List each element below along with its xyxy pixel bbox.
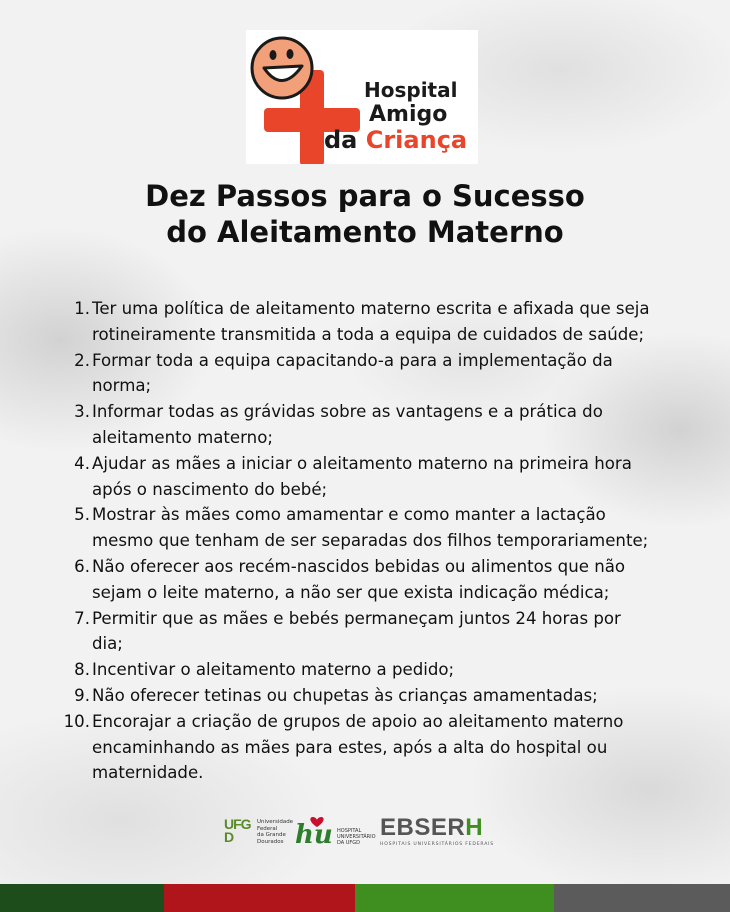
ufgd-text-line: Dourados <box>257 838 284 845</box>
logo-word-da: da <box>324 126 358 154</box>
ufgd-text-line: Federal <box>257 825 278 832</box>
step-item <box>60 657 700 683</box>
step-text-line: Ajudar as mães a iniciar o aleitamento materno na primeira hora <box>92 453 632 473</box>
logo-line-hospital: Hospital <box>364 78 458 102</box>
ebserh-subtitle: HOSPITAIS UNIVERSITÁRIOS FEDERAIS <box>380 842 495 847</box>
step-text-line: dia; <box>92 634 123 654</box>
ufgd-logo <box>224 818 292 852</box>
ufgd-text-line: da Grande <box>257 832 286 838</box>
steps-list <box>60 296 700 786</box>
step-number: 7. <box>74 608 90 628</box>
logo-line-da-crianca <box>324 128 467 152</box>
ufgd-text <box>257 819 293 845</box>
hu-text-line: UNIVERSITÁRIO <box>337 834 376 840</box>
step-text-line: rotineiramente transmitida a toda a equipa de cuidados de saúde; <box>92 324 645 344</box>
step-text-line: Mostrar às mães como amamentar e como manter a lactação <box>92 505 606 525</box>
step-item <box>60 502 700 554</box>
step-text-line: após o nascimento do bebé; <box>92 479 328 499</box>
ebserh-text-b: H <box>465 814 484 841</box>
hu-text-line: HOSPITAL <box>337 828 362 834</box>
title-line-1: Dez Passos para o Sucesso <box>145 179 585 213</box>
step-item <box>60 296 700 348</box>
step-text-line: encaminhando as mães para estes, após a alta do hospital ou <box>92 737 608 757</box>
step-number: 1. <box>74 299 90 318</box>
logo-line-amigo: Amigo <box>369 102 448 127</box>
step-item <box>60 399 700 451</box>
page-title <box>0 178 730 250</box>
hu-mark: hu <box>295 820 333 850</box>
ebserh-logo <box>380 816 494 848</box>
step-number: 2. <box>74 350 90 370</box>
step-item <box>60 709 700 786</box>
step-number: 6. <box>74 556 90 576</box>
step-text-line: sejam o leite materno, a não ser que exista indicação médica; <box>92 582 610 602</box>
step-item <box>60 554 700 606</box>
ebserh-text-a: EBSER <box>380 814 466 841</box>
step-number: 4. <box>74 453 90 473</box>
step-text-line: norma; <box>92 376 152 396</box>
ufgd-text-line: Universidade <box>257 819 294 825</box>
step-text-line: maternidade. <box>92 763 204 783</box>
ufgd-mark: UFGD <box>224 816 251 845</box>
title-line-2: do Aleitamento Materno <box>166 215 564 249</box>
hu-text-line: DA UFGD <box>337 840 361 846</box>
step-text-line: Formar toda a equipa capacitando-a para a implementação da <box>92 350 613 370</box>
step-text-line: mesmo que tenham de ser separadas dos filhos temporariamente; <box>92 531 649 551</box>
step-text-line: Ter uma política de aleitamento materno escrita e afixada que seja <box>92 299 650 318</box>
step-item <box>60 606 700 658</box>
step-item <box>60 683 700 709</box>
hospital-amigo-crianca-logo <box>246 30 478 164</box>
stripe-gray <box>554 884 730 912</box>
step-item <box>60 348 700 400</box>
hu-text <box>337 828 376 846</box>
step-text-line: Não oferecer aos recém-nascidos bebidas ou alimentos que não <box>92 556 626 576</box>
step-text-line: Encorajar a criação de grupos de apoio ao aleitamento materno <box>92 711 624 731</box>
step-item <box>60 451 700 503</box>
step-number: 10. <box>63 711 90 731</box>
step-text-line: Informar todas as grávidas sobre as vantagens e a prática do <box>92 402 603 422</box>
step-number: 8. <box>74 660 90 680</box>
footer-color-stripes <box>0 884 730 912</box>
step-text-line: Incentivar o aleitamento materno a pedido; <box>92 660 455 680</box>
step-text-line: Não oferecer tetinas ou chupetas às crianças amamentadas; <box>92 685 598 705</box>
step-text-line: Permitir que as mães e bebés permaneçam juntos 24 horas por <box>92 608 621 628</box>
step-number: 3. <box>74 402 90 422</box>
step-number: 5. <box>74 505 90 525</box>
stripe-dark-green <box>0 884 164 912</box>
logo-word-crianca: Criança <box>365 126 468 154</box>
footer-logos <box>0 812 730 858</box>
stripe-red <box>164 884 355 912</box>
stripe-green <box>355 884 554 912</box>
step-number: 9. <box>74 685 90 705</box>
step-text-line: aleitamento materno; <box>92 427 273 447</box>
